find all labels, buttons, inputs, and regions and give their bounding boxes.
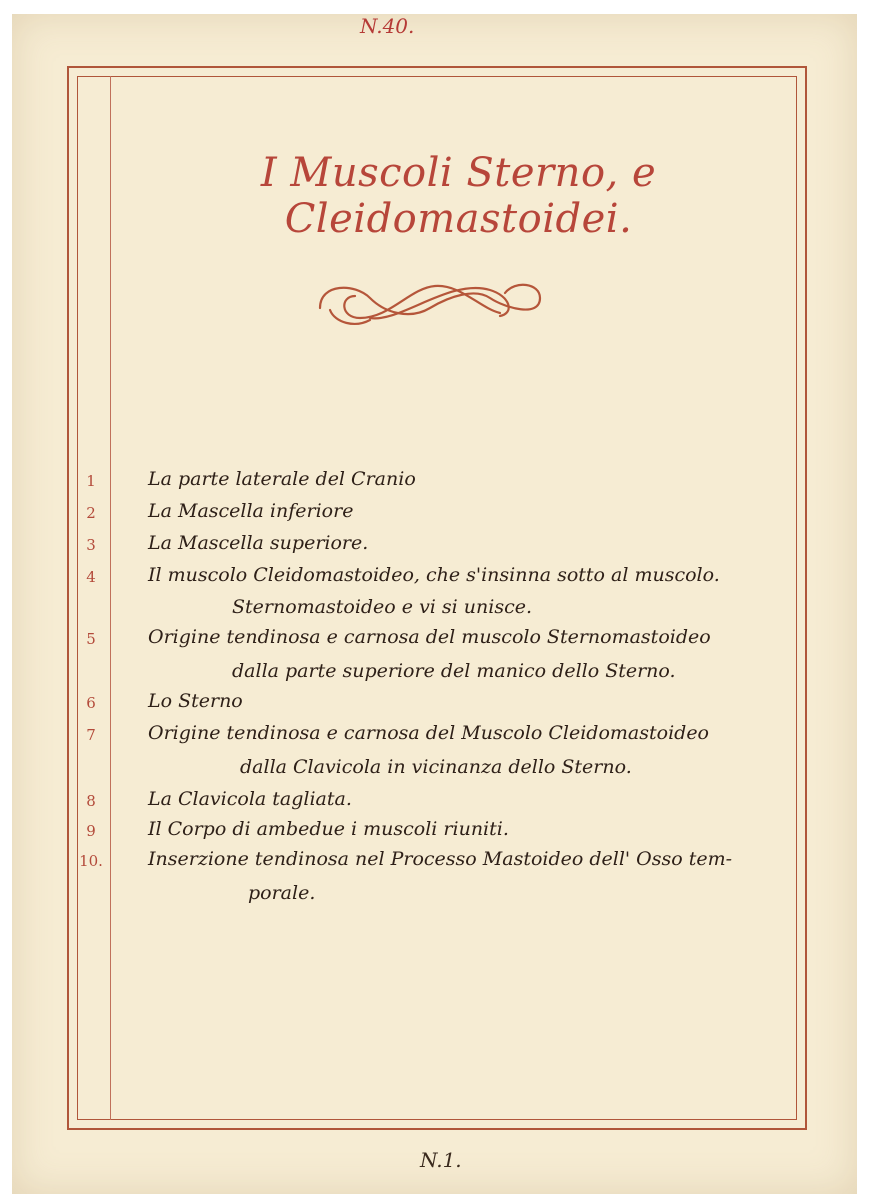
entry-text: La parte laterale del Cranio [148, 468, 416, 490]
entry-text-continuation: Sternomastoideo e vi si unisce. [232, 596, 533, 618]
plate-number: N.40. [360, 14, 415, 38]
entry-number: 9 [86, 822, 96, 840]
entry-text: Inserzione tendinosa nel Processo Mastoideo dell' Osso tem- [148, 848, 733, 870]
footer-mark: N.1. [420, 1148, 462, 1172]
entry-number: 10. [79, 852, 103, 870]
entry-number: 2 [86, 504, 96, 522]
entry-text-continuation: porale. [248, 882, 316, 904]
entry-number: 6 [86, 694, 96, 712]
entry-text: La Clavicola tagliata. [148, 788, 352, 810]
entry-text: Origine tendinosa e carnosa del Muscolo Cleidomastoideo [148, 722, 710, 744]
entry-text: Il Corpo di ambedue i muscoli riuniti. [148, 818, 509, 840]
entry-number: 1 [86, 472, 96, 490]
entry-text: Il muscolo Cleidomastoideo, che s'insinna sotto al muscolo. [148, 564, 720, 586]
entry-number: 7 [86, 726, 96, 744]
entry-number: 3 [86, 536, 96, 554]
entry-text: La Mascella inferiore [148, 500, 354, 522]
entry-text: Origine tendinosa e carnosa del muscolo Sternomastoideo [148, 626, 711, 648]
entry-number: 8 [86, 792, 96, 810]
page-title: I Muscoli Sterno, e Cleidomastoidei. [260, 150, 657, 242]
entry-text: Lo Sterno [148, 690, 243, 712]
entry-text-continuation: dalla parte superiore del manico dello Sterno. [232, 660, 676, 682]
entry-number: 5 [86, 630, 96, 648]
entry-number: 4 [86, 568, 96, 586]
entry-text: La Mascella superiore. [148, 532, 369, 554]
entry-text-continuation: dalla Clavicola in vicinanza dello Sterno. [240, 756, 632, 778]
